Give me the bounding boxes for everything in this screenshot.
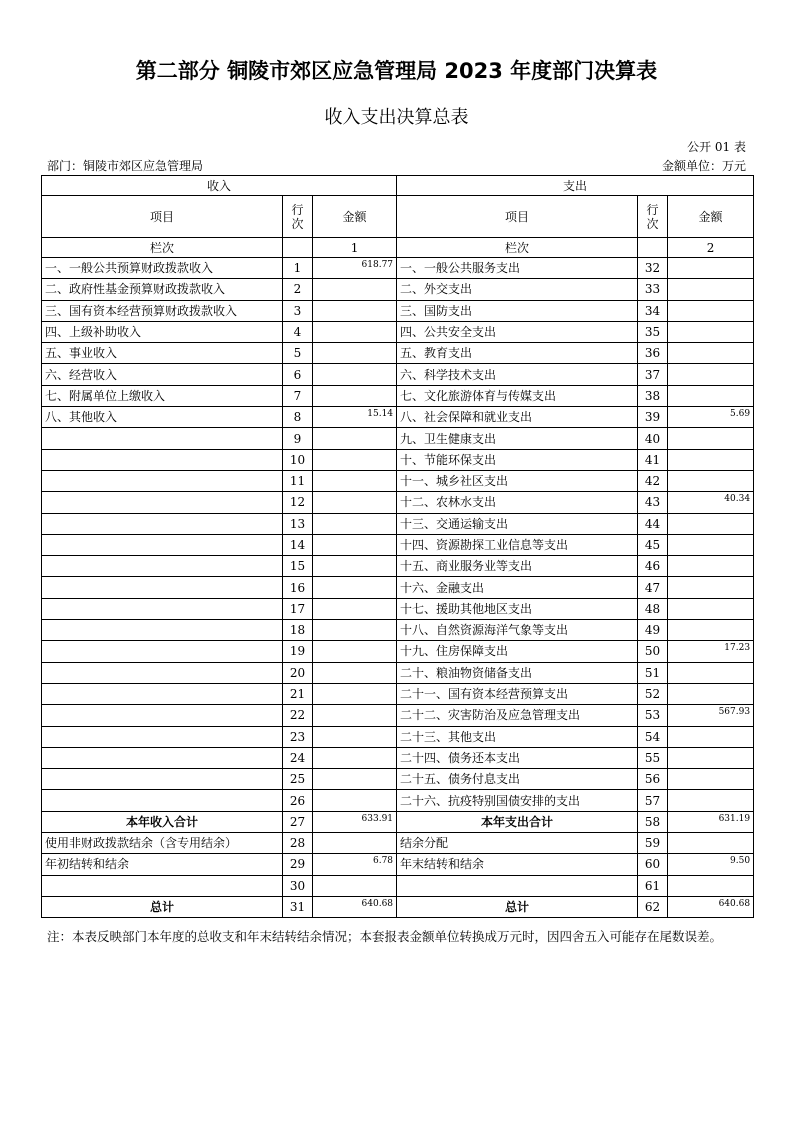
income-item xyxy=(42,492,283,513)
income-item: 八、其他收入 xyxy=(42,407,283,428)
expense-line-number: 49 xyxy=(638,620,668,641)
income-line-number: 26 xyxy=(283,790,313,811)
expense-amount xyxy=(668,875,754,896)
table-row xyxy=(42,407,754,428)
expense-line-number: 52 xyxy=(638,683,668,704)
table-row xyxy=(42,364,754,385)
income-grand-total-amount: 640.68 xyxy=(313,896,397,917)
expense-amount xyxy=(668,790,754,811)
table-title: 收入支出决算总表 xyxy=(324,107,469,128)
expense-amount xyxy=(668,534,754,555)
expense-total-amount: 631.19 xyxy=(668,811,754,832)
header-row-sections xyxy=(42,176,754,196)
table-row xyxy=(42,279,754,300)
expense-amount: 17.23 xyxy=(668,641,754,662)
table-row xyxy=(42,620,754,641)
table-row xyxy=(42,513,754,534)
income-amount xyxy=(313,683,397,704)
line-header-bottom: 次 xyxy=(291,216,304,231)
table-row xyxy=(42,875,754,896)
expense-column-number: 2 xyxy=(668,238,754,258)
table-row xyxy=(42,492,754,513)
expense-line-number: 55 xyxy=(638,747,668,768)
expense-item xyxy=(397,875,638,896)
income-column-number: 1 xyxy=(313,238,397,258)
income-amount: 6.78 xyxy=(313,854,397,875)
table-row xyxy=(42,598,754,619)
income-column-index-label: 栏次 xyxy=(42,238,283,258)
expense-item: 二十六、抗疫特别国债安排的支出 xyxy=(397,790,638,811)
expense-item-header: 项目 xyxy=(397,196,638,238)
income-line-number: 7 xyxy=(283,385,313,406)
expense-grand-total-amount: 640.68 xyxy=(668,896,754,917)
income-grand-total-label: 总计 xyxy=(42,896,283,917)
income-item xyxy=(42,534,283,555)
table-row xyxy=(42,343,754,364)
expense-line-number: 33 xyxy=(638,279,668,300)
income-item: 一、一般公共预算财政拨款收入 xyxy=(42,258,283,279)
expense-line-number: 53 xyxy=(638,705,668,726)
expense-amount xyxy=(668,470,754,491)
expense-item: 八、社会保障和就业支出 xyxy=(397,407,638,428)
income-item xyxy=(42,620,283,641)
expense-item: 三、国防支出 xyxy=(397,300,638,321)
expense-grand-total-line-number: 62 xyxy=(638,896,668,917)
income-line-number: 2 xyxy=(283,279,313,300)
expense-line-number: 34 xyxy=(638,300,668,321)
income-item xyxy=(42,577,283,598)
expense-line-number: 61 xyxy=(638,875,668,896)
income-line-number: 16 xyxy=(283,577,313,598)
expense-line-number: 36 xyxy=(638,343,668,364)
table-row xyxy=(42,705,754,726)
income-line-number: 25 xyxy=(283,769,313,790)
income-item xyxy=(42,513,283,534)
income-line-number: 9 xyxy=(283,428,313,449)
table-row xyxy=(42,854,754,875)
expense-item: 五、教育支出 xyxy=(397,343,638,364)
expense-item: 二十二、灾害防治及应急管理支出 xyxy=(397,705,638,726)
grand-total-row xyxy=(42,896,754,917)
income-line-number: 10 xyxy=(283,449,313,470)
table-row xyxy=(42,769,754,790)
income-amount xyxy=(313,449,397,470)
income-amount xyxy=(313,833,397,854)
expense-item: 九、卫生健康支出 xyxy=(397,428,638,449)
income-line-number: 29 xyxy=(283,854,313,875)
income-item xyxy=(42,683,283,704)
expense-line-number: 39 xyxy=(638,407,668,428)
table-row xyxy=(42,449,754,470)
income-line-number: 6 xyxy=(283,364,313,385)
table-row xyxy=(42,258,754,279)
income-item xyxy=(42,875,283,896)
income-amount xyxy=(313,470,397,491)
income-line-number: 24 xyxy=(283,747,313,768)
income-item-header: 项目 xyxy=(42,196,283,238)
income-item xyxy=(42,556,283,577)
income-amount xyxy=(313,300,397,321)
expense-amount xyxy=(668,343,754,364)
income-line-number: 5 xyxy=(283,343,313,364)
expense-item: 十八、自然资源海洋气象等支出 xyxy=(397,620,638,641)
expense-line-header xyxy=(638,196,668,238)
income-amount xyxy=(313,598,397,619)
expense-amount: 567.93 xyxy=(668,705,754,726)
expense-item: 十一、城乡社区支出 xyxy=(397,470,638,491)
expense-line-number: 57 xyxy=(638,790,668,811)
expense-line-index xyxy=(638,238,668,258)
income-line-number: 19 xyxy=(283,641,313,662)
expense-line-number: 48 xyxy=(638,598,668,619)
expense-grand-total-label: 总计 xyxy=(397,896,638,917)
income-amount xyxy=(313,747,397,768)
income-item xyxy=(42,726,283,747)
income-amount: 618.77 xyxy=(313,258,397,279)
expense-amount xyxy=(668,513,754,534)
income-line-number: 15 xyxy=(283,556,313,577)
table-row xyxy=(42,534,754,555)
expense-item: 二、外交支出 xyxy=(397,279,638,300)
expense-amount xyxy=(668,385,754,406)
income-amount xyxy=(313,428,397,449)
income-amount xyxy=(313,726,397,747)
income-item xyxy=(42,449,283,470)
income-amount xyxy=(313,662,397,683)
table-row xyxy=(42,470,754,491)
expense-amount xyxy=(668,769,754,790)
expense-amount xyxy=(668,683,754,704)
expense-line-number: 51 xyxy=(638,662,668,683)
expense-amount xyxy=(668,428,754,449)
income-line-number: 12 xyxy=(283,492,313,513)
income-amount xyxy=(313,769,397,790)
income-item xyxy=(42,705,283,726)
line-header-bottom: 次 xyxy=(646,216,659,231)
expense-line-number: 54 xyxy=(638,726,668,747)
income-line-number: 17 xyxy=(283,598,313,619)
expense-amount: 5.69 xyxy=(668,407,754,428)
expense-amount xyxy=(668,258,754,279)
table-row xyxy=(42,428,754,449)
income-item xyxy=(42,790,283,811)
income-item: 七、附属单位上缴收入 xyxy=(42,385,283,406)
expense-amount xyxy=(668,279,754,300)
income-expense-table xyxy=(41,175,754,918)
expense-line-number: 50 xyxy=(638,641,668,662)
income-item: 三、国有资本经营预算财政拨款收入 xyxy=(42,300,283,321)
income-line-number: 22 xyxy=(283,705,313,726)
expense-amount xyxy=(668,833,754,854)
expense-line-number: 56 xyxy=(638,769,668,790)
income-line-number: 8 xyxy=(283,407,313,428)
expense-item: 十、节能环保支出 xyxy=(397,449,638,470)
annual-total-row xyxy=(42,811,754,832)
expense-line-number: 35 xyxy=(638,321,668,342)
income-amount xyxy=(313,513,397,534)
income-total-line-number: 27 xyxy=(283,811,313,832)
expense-item: 二十五、债务付息支出 xyxy=(397,769,638,790)
expense-amount-header: 金额 xyxy=(668,196,754,238)
expense-amount xyxy=(668,321,754,342)
table-row xyxy=(42,385,754,406)
income-item xyxy=(42,470,283,491)
income-line-index xyxy=(283,238,313,258)
expense-item: 十三、交通运输支出 xyxy=(397,513,638,534)
income-amount xyxy=(313,364,397,385)
income-line-number: 30 xyxy=(283,875,313,896)
table-row xyxy=(42,726,754,747)
income-amount-header: 金额 xyxy=(313,196,397,238)
income-total-label: 本年收入合计 xyxy=(42,811,283,832)
expense-line-number: 38 xyxy=(638,385,668,406)
department-label: 部门：铜陵市郊区应急管理局 xyxy=(47,159,204,173)
income-line-number: 11 xyxy=(283,470,313,491)
income-item: 年初结转和结余 xyxy=(42,854,283,875)
expense-line-number: 60 xyxy=(638,854,668,875)
income-item xyxy=(42,662,283,683)
expense-section-header: 支出 xyxy=(397,176,754,196)
income-amount: 15.14 xyxy=(313,407,397,428)
income-item xyxy=(42,747,283,768)
expense-line-number: 59 xyxy=(638,833,668,854)
income-line-number: 23 xyxy=(283,726,313,747)
income-amount xyxy=(313,279,397,300)
income-amount xyxy=(313,641,397,662)
table-row xyxy=(42,747,754,768)
expense-line-number: 37 xyxy=(638,364,668,385)
expense-column-index-label: 栏次 xyxy=(397,238,638,258)
expense-item: 年末结转和结余 xyxy=(397,854,638,875)
expense-amount xyxy=(668,556,754,577)
income-item xyxy=(42,598,283,619)
expense-item: 二十、粮油物资储备支出 xyxy=(397,662,638,683)
income-item: 使用非财政拨款结余（含专用结余） xyxy=(42,833,283,854)
income-line-number: 21 xyxy=(283,683,313,704)
income-item: 六、经营收入 xyxy=(42,364,283,385)
income-line-number: 20 xyxy=(283,662,313,683)
expense-item: 二十四、债务还本支出 xyxy=(397,747,638,768)
expense-item: 十七、援助其他地区支出 xyxy=(397,598,638,619)
income-amount xyxy=(313,343,397,364)
income-line-number: 1 xyxy=(283,258,313,279)
income-amount xyxy=(313,620,397,641)
income-item: 二、政府性基金预算财政拨款收入 xyxy=(42,279,283,300)
expense-line-number: 45 xyxy=(638,534,668,555)
income-line-number: 28 xyxy=(283,833,313,854)
income-amount xyxy=(313,556,397,577)
expense-item: 十九、住房保障支出 xyxy=(397,641,638,662)
table-row xyxy=(42,321,754,342)
income-amount xyxy=(313,534,397,555)
expense-line-number: 42 xyxy=(638,470,668,491)
table-row xyxy=(42,577,754,598)
header-row-columns xyxy=(42,196,754,238)
expense-amount xyxy=(668,598,754,619)
footnote: 注：本表反映部门本年度的总收支和年末结转结余情况；本套报表金额单位转换成万元时，因四舍五入可能存在尾数误差。 xyxy=(47,929,723,944)
income-amount xyxy=(313,705,397,726)
expense-item: 结余分配 xyxy=(397,833,638,854)
expense-line-number: 40 xyxy=(638,428,668,449)
income-item: 五、事业收入 xyxy=(42,343,283,364)
expense-amount xyxy=(668,300,754,321)
expense-line-number: 46 xyxy=(638,556,668,577)
expense-amount: 9.50 xyxy=(668,854,754,875)
income-item xyxy=(42,769,283,790)
expense-item: 二十三、其他支出 xyxy=(397,726,638,747)
expense-item: 十五、商业服务业等支出 xyxy=(397,556,638,577)
income-total-amount: 633.91 xyxy=(313,811,397,832)
expense-amount: 40.34 xyxy=(668,492,754,513)
amount-unit-label: 金额单位：万元 xyxy=(661,159,746,173)
table-row xyxy=(42,833,754,854)
expense-item: 一、一般公共服务支出 xyxy=(397,258,638,279)
table-row xyxy=(42,683,754,704)
expense-amount xyxy=(668,620,754,641)
expense-item: 十四、资源勘探工业信息等支出 xyxy=(397,534,638,555)
expense-total-label: 本年支出合计 xyxy=(397,811,638,832)
expense-item: 二十一、国有资本经营预算支出 xyxy=(397,683,638,704)
expense-line-number: 44 xyxy=(638,513,668,534)
income-line-number: 14 xyxy=(283,534,313,555)
income-section-header: 收入 xyxy=(42,176,397,196)
table-row xyxy=(42,790,754,811)
expense-line-number: 41 xyxy=(638,449,668,470)
header-row-column-index xyxy=(42,238,754,258)
page-title: 第二部分 铜陵市郊区应急管理局 2023 年度部门决算表 xyxy=(135,59,658,83)
expense-amount xyxy=(668,577,754,598)
expense-item: 十六、金融支出 xyxy=(397,577,638,598)
income-line-header xyxy=(283,196,313,238)
income-item xyxy=(42,428,283,449)
income-line-number: 18 xyxy=(283,620,313,641)
expense-item: 七、文化旅游体育与传媒支出 xyxy=(397,385,638,406)
expense-item: 六、科学技术支出 xyxy=(397,364,638,385)
income-amount xyxy=(313,875,397,896)
table-row xyxy=(42,641,754,662)
expense-item: 十二、农林水支出 xyxy=(397,492,638,513)
table-number: 公开 01 表 xyxy=(687,140,746,154)
income-item: 四、上级补助收入 xyxy=(42,321,283,342)
line-header-top: 行 xyxy=(291,202,304,217)
expense-amount xyxy=(668,364,754,385)
expense-amount xyxy=(668,726,754,747)
income-line-number: 4 xyxy=(283,321,313,342)
table-row xyxy=(42,662,754,683)
income-item xyxy=(42,641,283,662)
income-amount xyxy=(313,492,397,513)
expense-line-number: 47 xyxy=(638,577,668,598)
expense-item: 四、公共安全支出 xyxy=(397,321,638,342)
income-amount xyxy=(313,577,397,598)
expense-amount xyxy=(668,449,754,470)
expense-amount xyxy=(668,662,754,683)
expense-line-number: 32 xyxy=(638,258,668,279)
table-row xyxy=(42,556,754,577)
income-amount xyxy=(313,321,397,342)
line-header-top: 行 xyxy=(646,202,659,217)
table-row xyxy=(42,300,754,321)
expense-line-number: 43 xyxy=(638,492,668,513)
income-line-number: 13 xyxy=(283,513,313,534)
expense-total-line-number: 58 xyxy=(638,811,668,832)
income-line-number: 3 xyxy=(283,300,313,321)
income-grand-total-line-number: 31 xyxy=(283,896,313,917)
expense-amount xyxy=(668,747,754,768)
income-amount xyxy=(313,790,397,811)
income-amount xyxy=(313,385,397,406)
